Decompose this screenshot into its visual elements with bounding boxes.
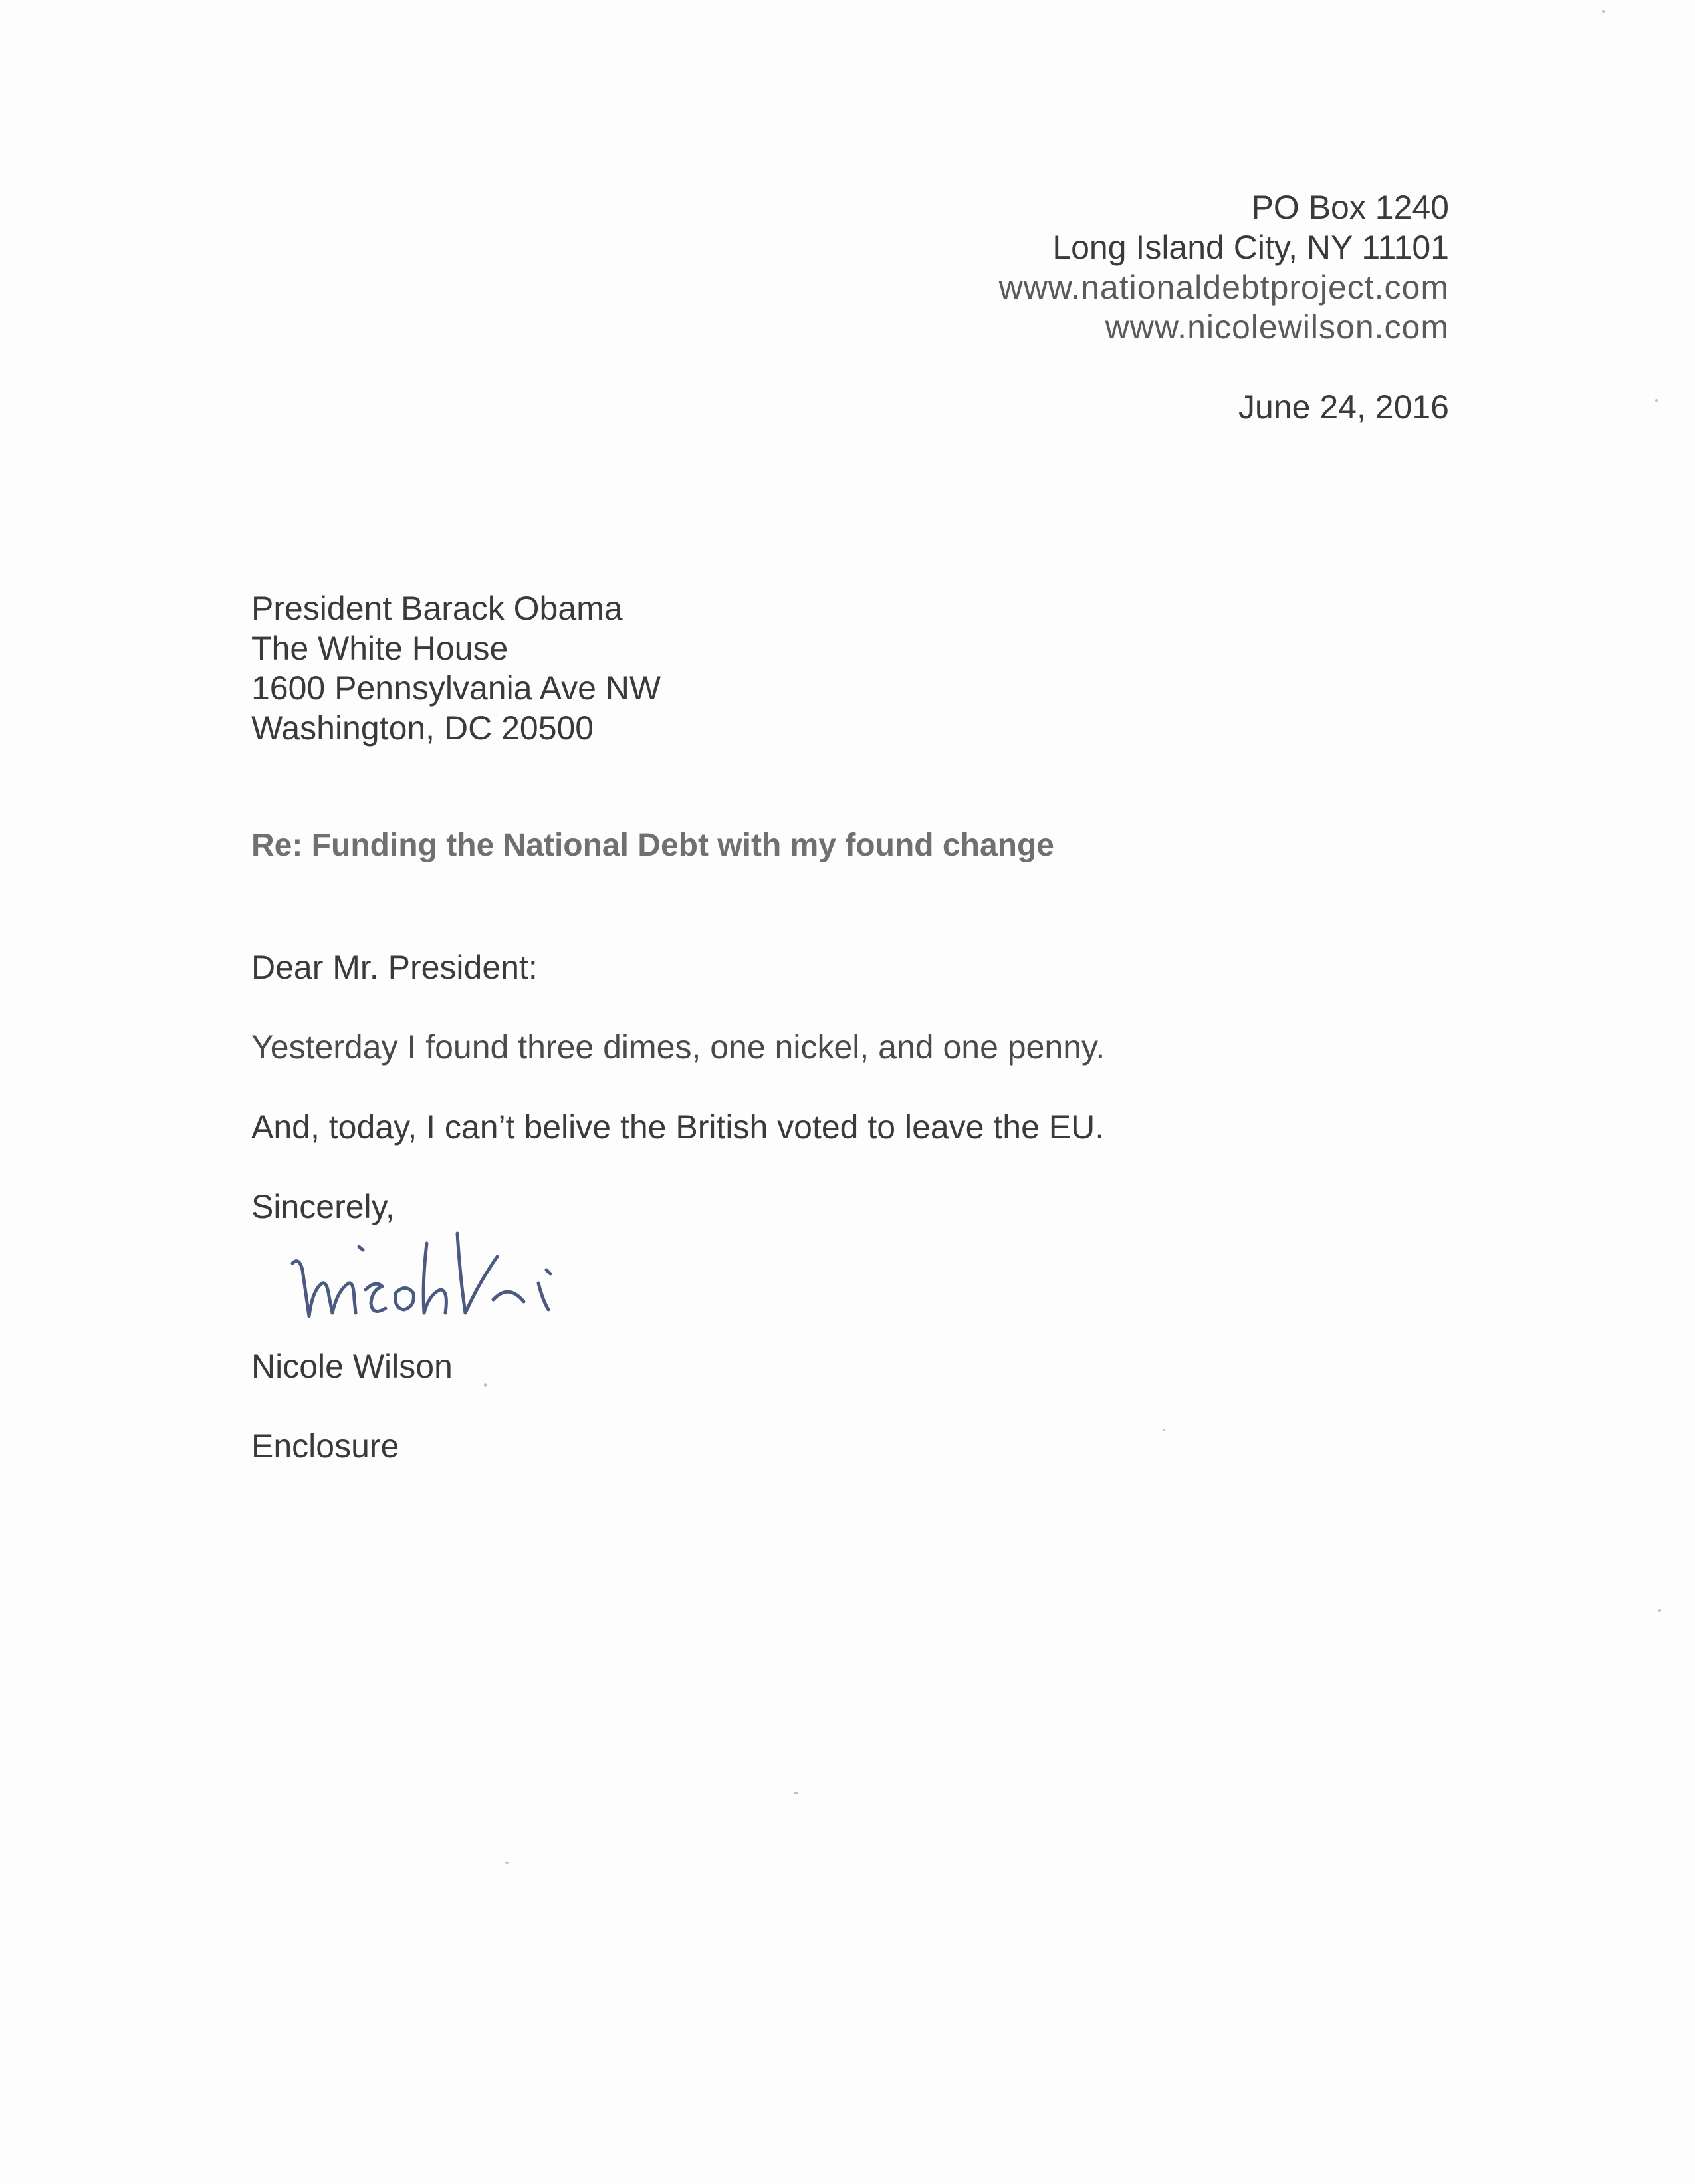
enclosure-note: Enclosure — [251, 1427, 399, 1465]
scan-speck — [484, 1383, 487, 1387]
closing: Sincerely, — [251, 1188, 395, 1225]
signature-image — [286, 1217, 631, 1330]
website-national-debt-project: www.nationaldebtproject.com — [998, 269, 1449, 306]
scan-speck — [505, 1862, 508, 1864]
website-nicole-wilson: www.nicolewilson.com — [1105, 308, 1449, 346]
scan-speck — [1163, 1429, 1165, 1431]
recipient-name: President Barack Obama — [251, 590, 623, 627]
scan-speck — [794, 1792, 798, 1794]
body-paragraph-2: And, today, I can’t belive the British voted to leave the EU. — [251, 1108, 1105, 1146]
signer-name: Nicole Wilson — [251, 1348, 453, 1385]
recipient-city: Washington, DC 20500 — [251, 709, 594, 747]
scan-speck — [1658, 1609, 1661, 1612]
subject-line: Re: Funding the National Debt with my found change — [251, 828, 1054, 863]
return-address-line2: Long Island City, NY 11101 — [1052, 229, 1449, 266]
letter-date: June 24, 2016 — [1238, 388, 1449, 425]
recipient-org: The White House — [251, 630, 508, 667]
return-address — [999, 187, 1449, 347]
scan-speck — [1602, 10, 1605, 13]
greeting: Dear Mr. President: — [251, 949, 538, 986]
recipient-street: 1600 Pennsylvania Ave NW — [251, 669, 661, 707]
scan-speck — [1655, 399, 1658, 402]
return-address-line1: PO Box 1240 — [1251, 189, 1449, 226]
body-paragraph-1: Yesterday I found three dimes, one nickel, and one penny. — [251, 1029, 1105, 1066]
recipient-address — [251, 588, 661, 748]
